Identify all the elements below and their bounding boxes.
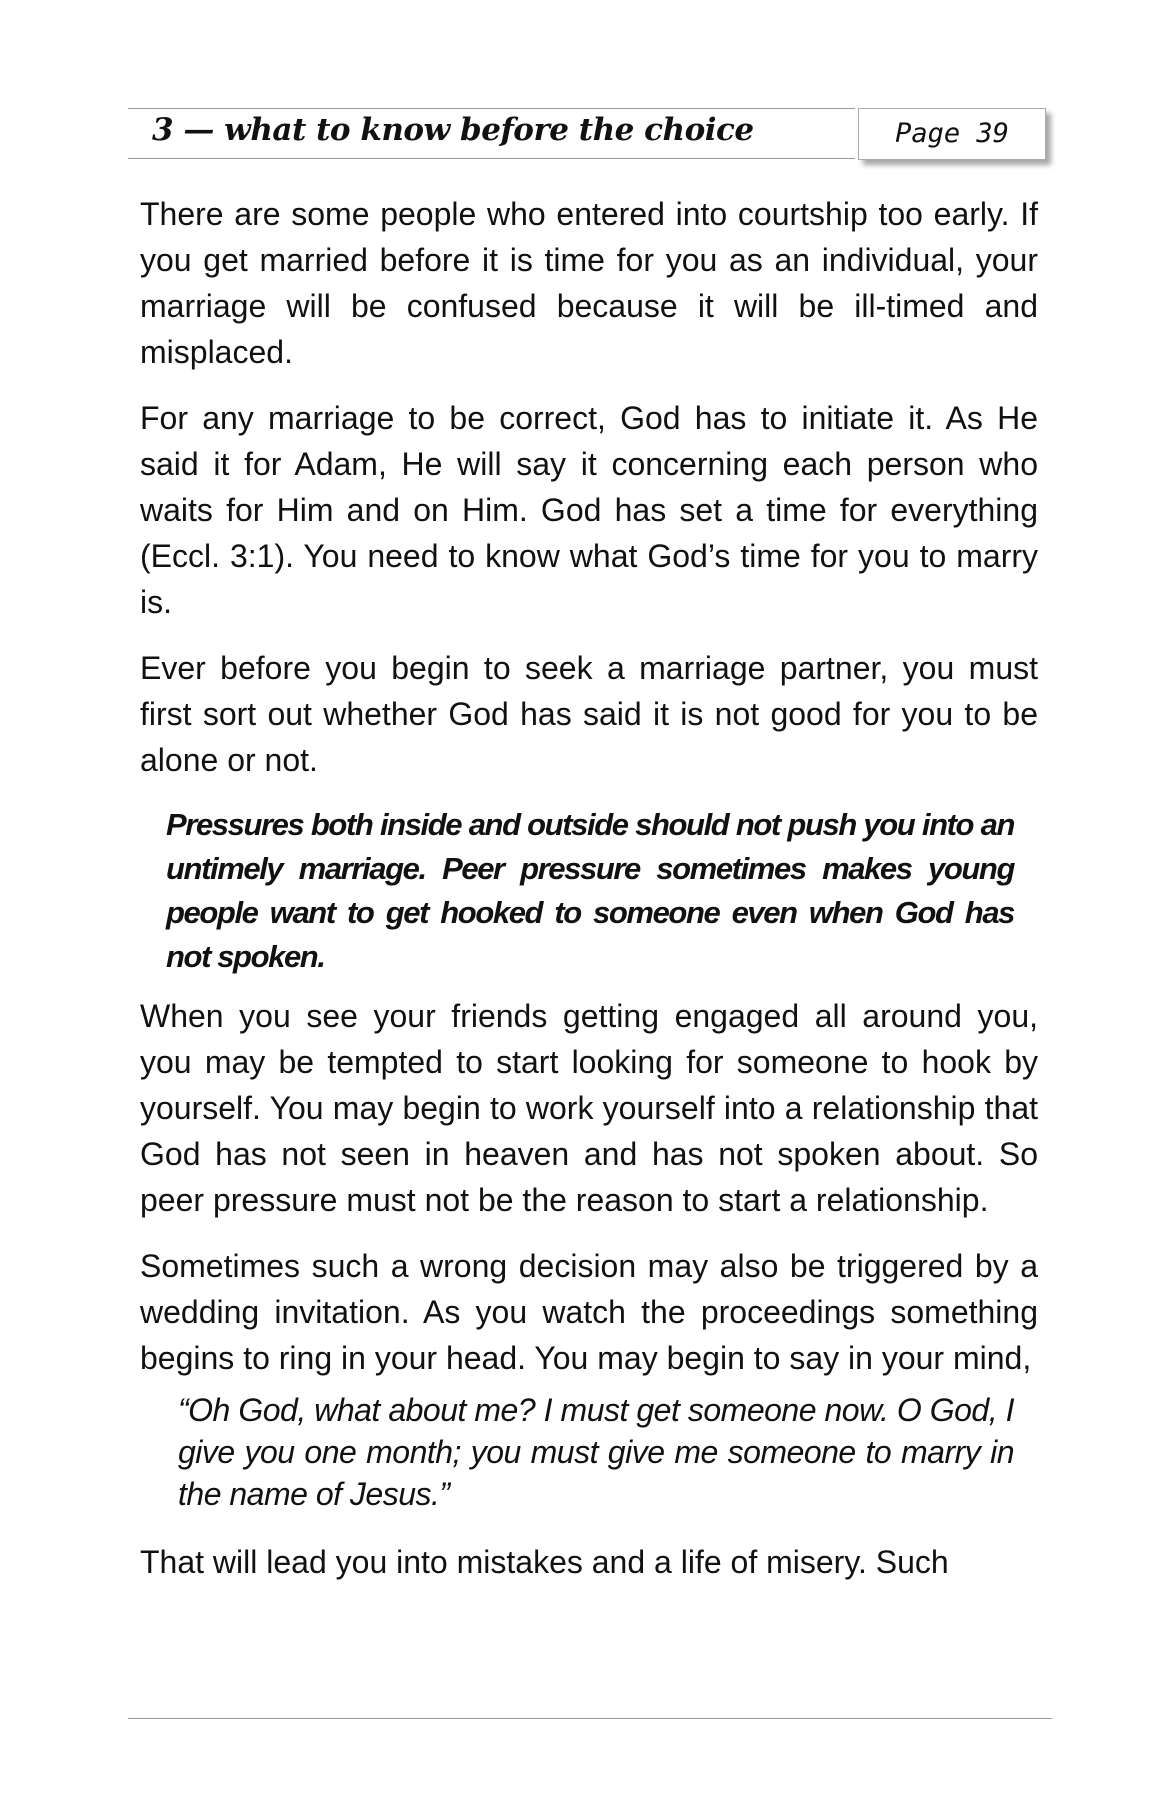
- paragraph-1: There are some people who entered into courtship too early. If you get married before it is time for you as an individual, your marriage will be confused because it will be ill-timed and misplaced.: [140, 196, 1038, 370]
- prayer-quote: “Oh God, what about me? I must get someone now. O God, I give you one month; you must give me someone to marry in the name of Jesus.”: [178, 1392, 1014, 1512]
- paragraph-6: That will lead you into mistakes and a life of misery. Such: [140, 1544, 949, 1580]
- paragraph-4: When you see your friends getting engaged all around you, you may be tempted to start looking for someone to hook by yourself. You may begin to work yourself into a relationship that God has not seen in heaven and has not spoken about. So peer pressure must not be the reason to start a relationship.: [140, 998, 1038, 1218]
- paragraph-5: Sometimes such a wrong decision may also be triggered by a wedding invitation. As you watch the proceedings something begins to ring in your head. You may begin to say in your mind,: [140, 1248, 1038, 1376]
- paragraph-2: For any marriage to be correct, God has to initiate it. As He said it for Adam, He will say it concerning each person who waits for Him and on Him. God has set a time for everything (Eccl. 3:1). You need to know what God’s time for you to marry is.: [140, 400, 1038, 620]
- callout-text: Pressures both inside and outside should not push you into an untimely marriage. Peer pressure sometimes makes young people want to get hooked to someone even when God has not spoken.: [166, 807, 1014, 974]
- page-body: [140, 191, 1038, 1605]
- footer-rule: [128, 1718, 1052, 1719]
- header-rule-top: [128, 108, 855, 109]
- page-number-box: Page 39: [858, 108, 1046, 160]
- paragraph-3: Ever before you begin to seek a marriage partner, you must first sort out whether God has said it is not good for you to be alone or not.: [140, 650, 1038, 778]
- chapter-title: 3 — what to know before the choice: [152, 112, 754, 148]
- header-rule-bottom: [128, 158, 855, 159]
